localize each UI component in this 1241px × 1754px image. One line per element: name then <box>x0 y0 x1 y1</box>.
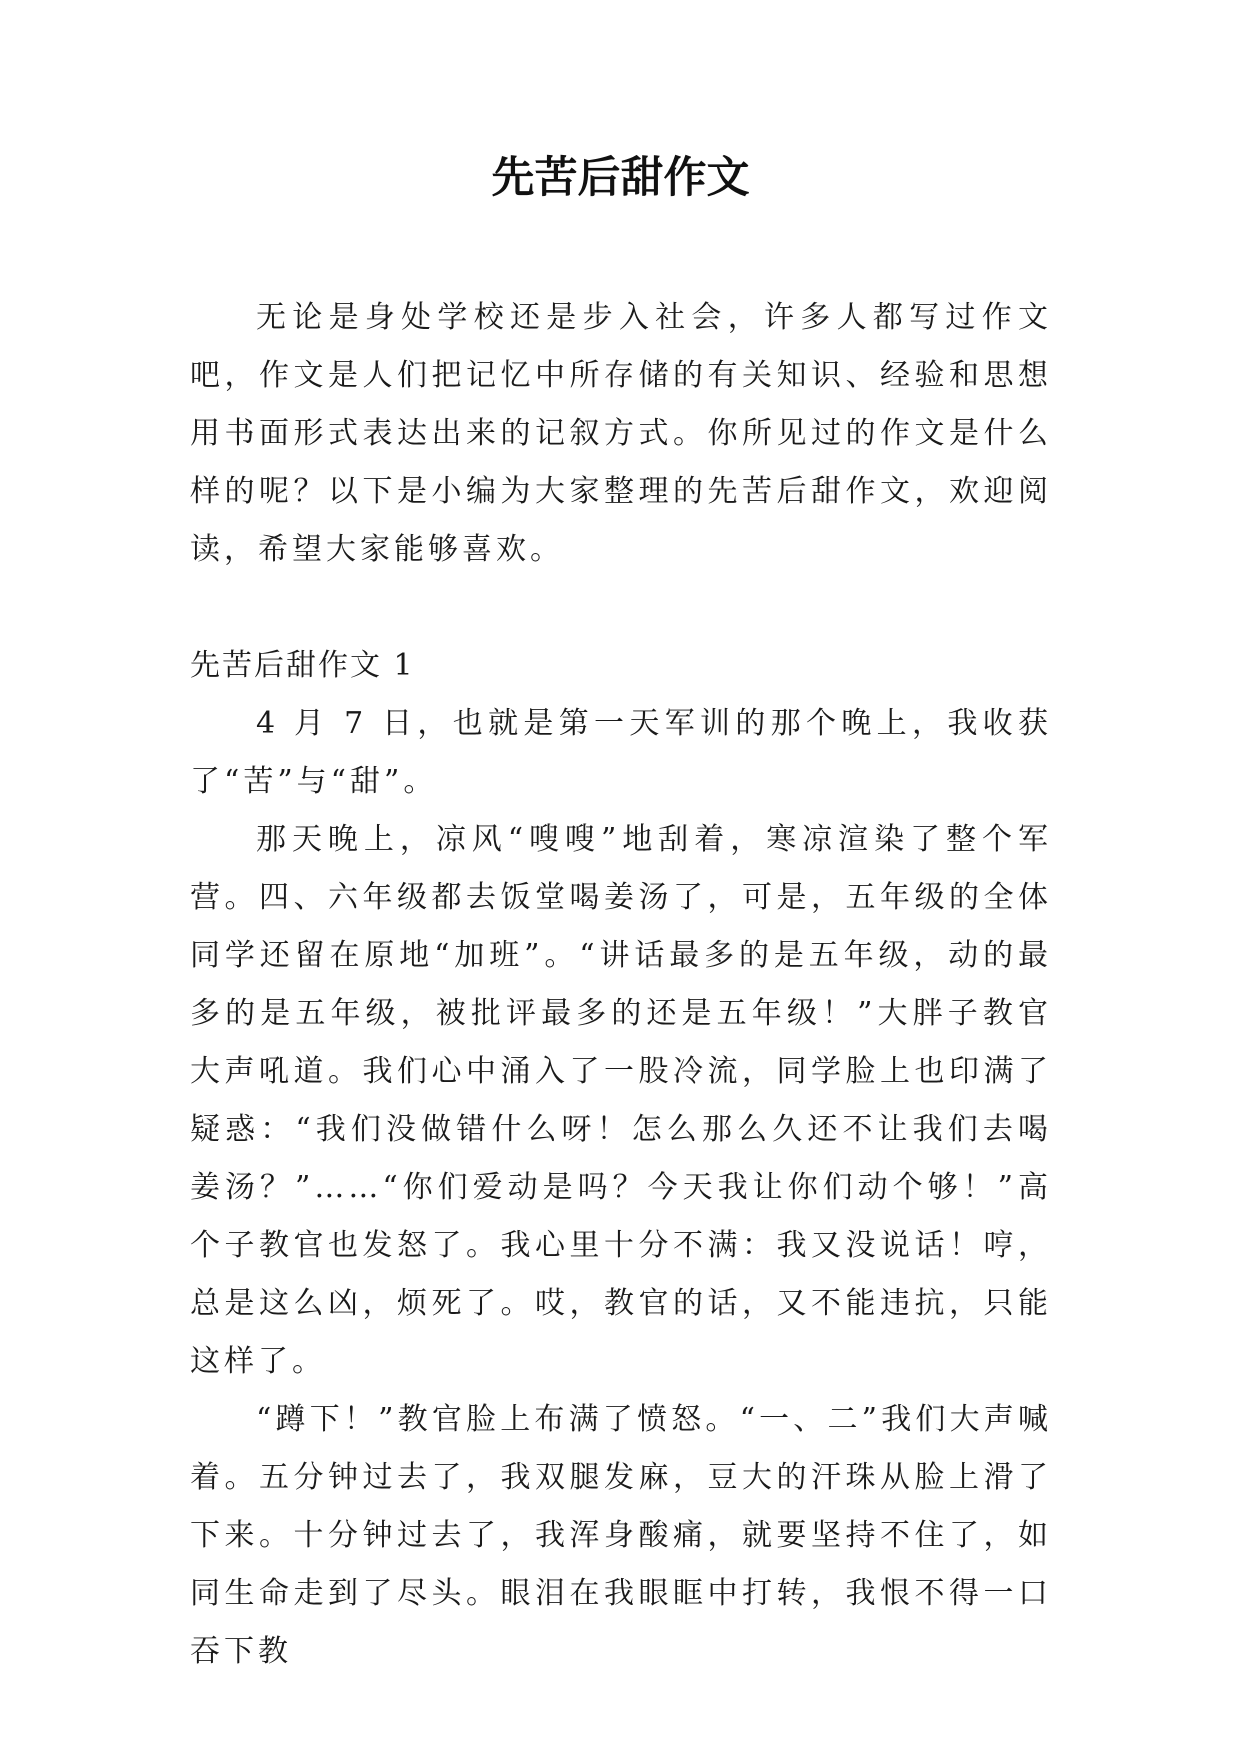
intro-paragraph: 无论是身处学校还是步入社会，许多人都写过作文吧，作文是人们把记忆中所存储的有关知识、经验和思想用书面形式表达出来的记叙方式。你所见过的作文是什么样的呢？以下是小编为大家整理的先苦后甜作文，欢迎阅读，希望大家能够喜欢。 <box>190 300 1052 567</box>
body-paragraph-1: 4 月 7 日，也就是第一天军训的那个晚上，我收获了“苦”与“甜”。 <box>190 706 1052 799</box>
section-heading: 先苦后甜作文 1 <box>190 648 415 683</box>
body-paragraph-3: “蹲下！”教官脸上布满了愤怒。“一、二”我们大声喊着。五分钟过去了，我双腿发麻，豆大的汗珠从脸上滑了下来。十分钟过去了，我浑身酸痛，就要坚持不住了，如同生命走到了尽头。眼泪在我眼眶中打转，我恨不得一口吞下教 <box>190 1402 1052 1669</box>
document-title: 先苦后甜作文 <box>491 153 750 203</box>
body-paragraph-2: 那天晚上，凉风“嗖嗖”地刮着，寒凉渲染了整个军营。四、六年级都去饭堂喝姜汤了，可是，五年级的全体同学还留在原地“加班”。“讲话最多的是五年级，动的最多的是五年级，被批评最多的还是五年级！”大胖子教官大声吼道。我们心中涌入了一股冷流，同学脸上也印满了疑惑：“我们没做错什么呀！怎么那么久还不让我们去喝姜汤？”……“你们爱动是吗？今天我让你们动个够！”高个子教官也发怒了。我心里十分不满：我又没说话！哼，总是这么凶，烦死了。哎，教官的话，又不能违抗，只能这样了。 <box>190 822 1052 1379</box>
document-body <box>190 289 1052 1681</box>
